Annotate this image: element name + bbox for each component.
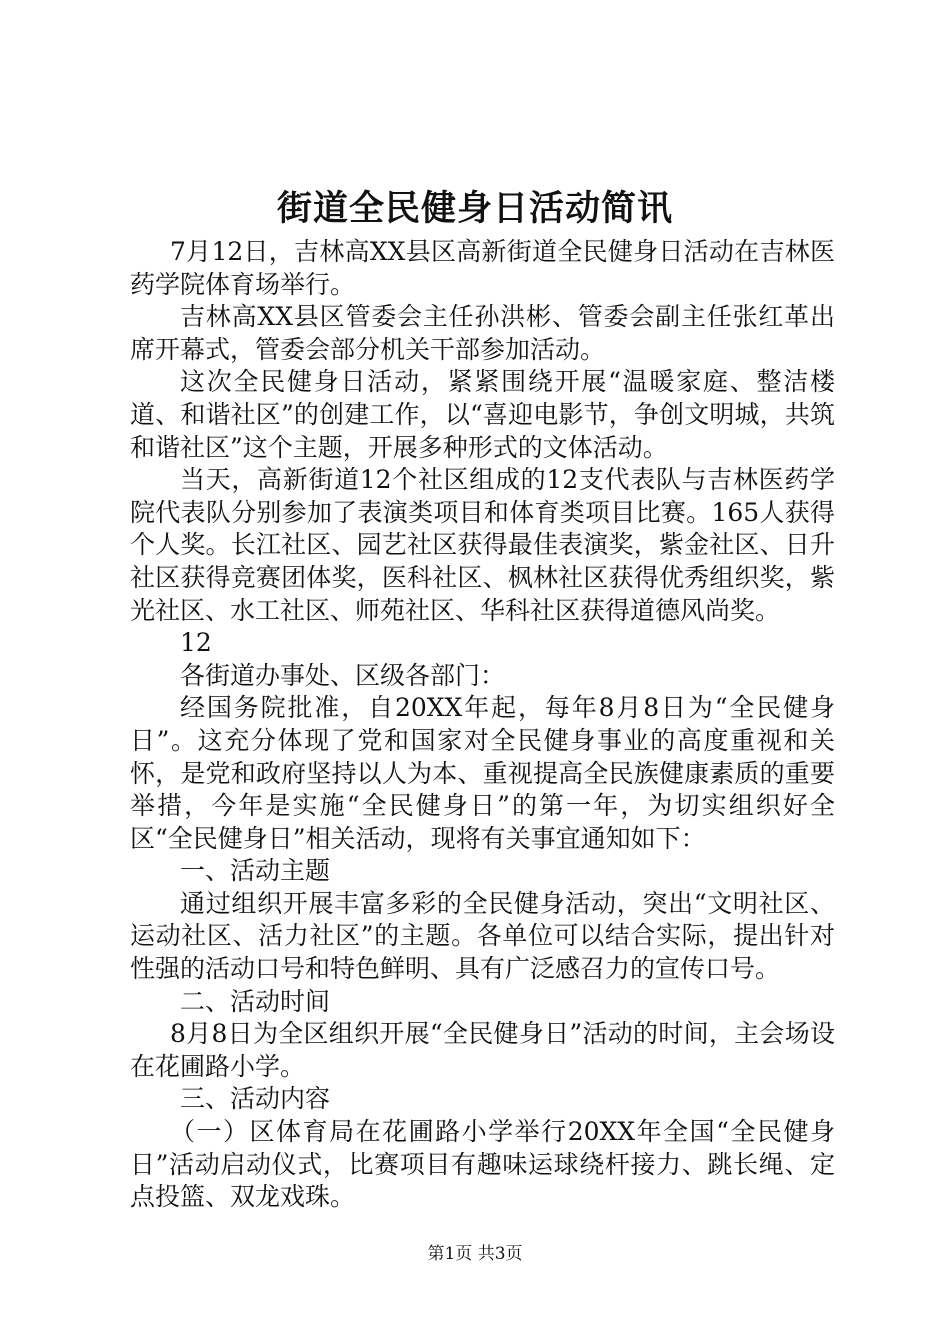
document-body [130, 236, 835, 1214]
paragraph-attendees: 吉林高XX县区管委会主任孙洪彬、管委会副主任张红革出席开幕式，管委会部分机关干部参加活动。 [130, 302, 835, 364]
paragraph-time-detail: 8月8日为全区组织开展“全民健身日”活动的时间，主会场设在花圃路小学。 [130, 1019, 835, 1081]
section-heading-theme: 一、活动主题 [180, 856, 331, 886]
paragraph-awards: 当天，高新街道12个社区组成的12支代表队与吉林医药学院代表队分别参加了表演类项目和体育类项目比赛。165人获得个人奖。长江社区、园艺社区获得最佳表演奖，紫金社区、日升社区获得竞赛团体奖，医科社区、枫林社区获得优秀组织奖，紫光社区、水工社区、师苑社区、华科社区获得道德风尚奖。 [130, 465, 835, 625]
paragraph-theme: 这次全民健身日活动，紧紧围绕开展“温暖家庭、整洁楼道、和谐社区”的创建工作，以“喜迎电影节，争创文明城，共筑和谐社区”这个主题，开展多种形式的文体活动。 [130, 367, 835, 462]
paragraph-event-intro: 7月12日，吉林高XX县区高新街道全民健身日活动在吉林医药学院体育场举行。 [130, 237, 835, 299]
paragraph-salutation: 各街道办事处、区级各部门： [180, 660, 506, 690]
section-heading-content: 三、活动内容 [180, 1084, 331, 1114]
paragraph-notice-intro: 经国务院批准，自20XX年起，每年8月8日为“全民健身日”。这充分体现了党和国家对全民健身事业的高度重视和关怀，是党和政府坚持以人为本、重视提高全民族健康素质的重要举措，今年是实施“全民健身日”的第一年，为切实组织好全区“全民健身日”相关活动，现将有关事宜通知如下： [130, 693, 835, 853]
page-footer: 第1页 共3页 [427, 1244, 523, 1264]
page-title: 街道全民健身日活动简讯 [276, 188, 673, 229]
paragraph-number: 12 [180, 628, 212, 658]
paragraph-content-detail: （一）区体育局在花圃路小学举行20XX年全国“全民健身日”活动启动仪式，比赛项目有趣味运球绕杆接力、跳长绳、定点投篮、双龙戏珠。 [130, 1117, 835, 1212]
paragraph-theme-detail: 通过组织开展丰富多彩的全民健身活动，突出“文明社区、运动社区、活力社区”的主题。各单位可以结合实际，提出针对性强的活动口号和特色鲜明、具有广泛感召力的宣传口号。 [130, 888, 835, 984]
section-heading-time: 二、活动时间 [180, 986, 331, 1016]
